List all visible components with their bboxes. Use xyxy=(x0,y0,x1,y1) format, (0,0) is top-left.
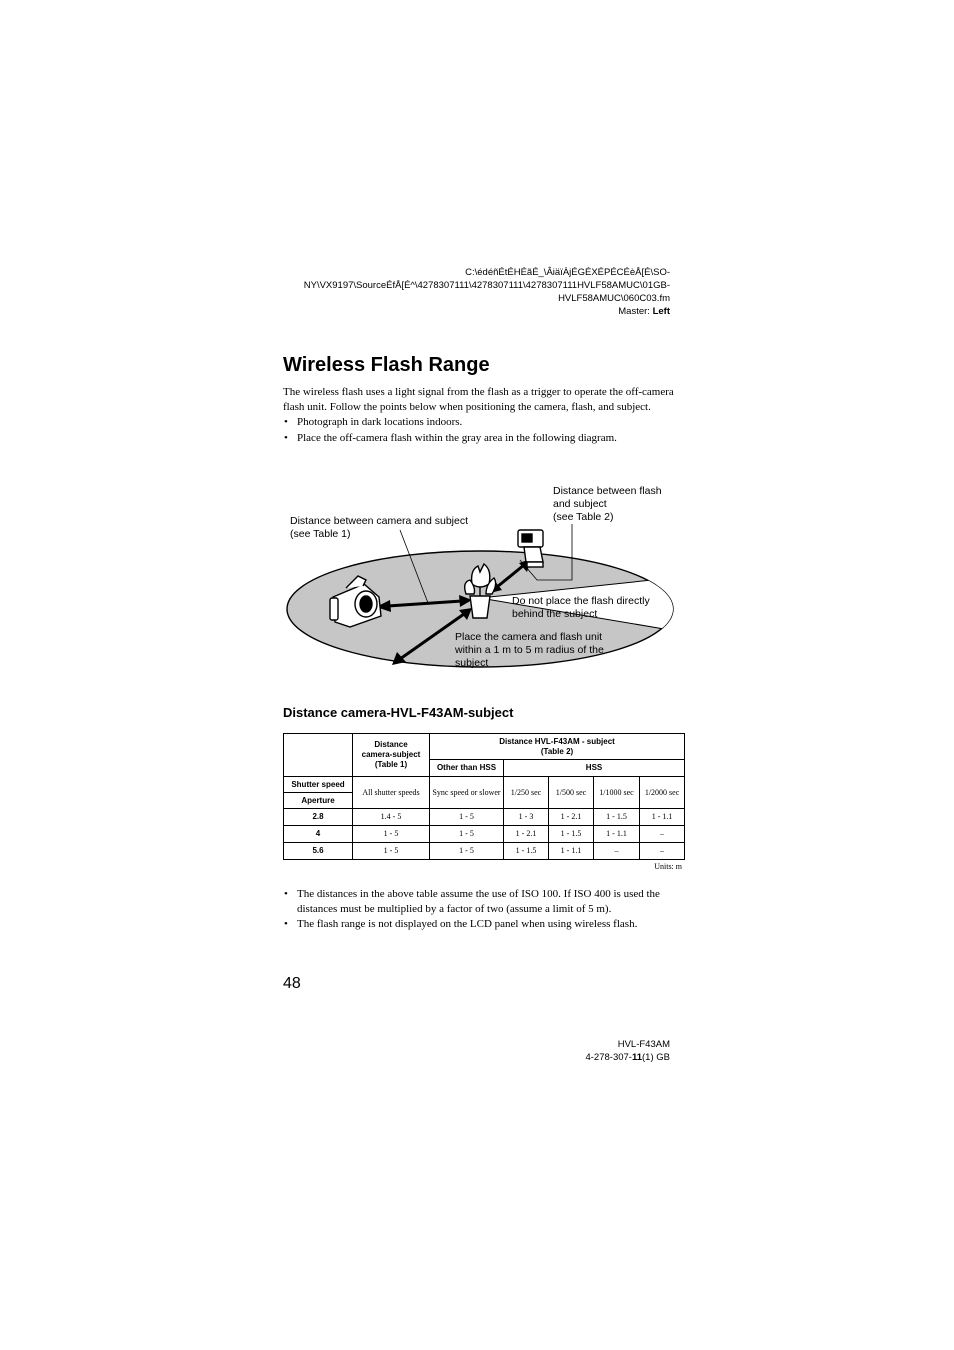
header-hss: HSS xyxy=(504,760,685,777)
table-cell: – xyxy=(640,843,685,860)
document-code xyxy=(370,1051,670,1064)
file-path-line: C:\édéñÉtÉHÉãÉ_\ÂiäïÀjÉGÉXÉPÉCÉèÅ[É\SO- xyxy=(465,267,670,278)
intro-bullet: • Photograph in dark locations indoors. xyxy=(283,415,685,430)
label-line: behind the subject xyxy=(512,608,598,620)
aperture-label: Aperture xyxy=(284,793,353,809)
table-cell: 1 - 2.1 xyxy=(549,809,594,826)
table-row xyxy=(284,843,685,860)
table-corner-cell xyxy=(284,734,353,777)
code-suffix: (1) GB xyxy=(642,1052,670,1063)
code-bold: 11 xyxy=(631,1052,643,1063)
speed-cell: 1/500 sec xyxy=(549,777,594,809)
note-bullet: • The flash range is not displayed on the LCD panel when using wireless flash. xyxy=(283,917,685,932)
speed-cell: 1/250 sec xyxy=(504,777,549,809)
aperture-value: 5.6 xyxy=(284,843,353,860)
table-row xyxy=(284,826,685,843)
intro-section xyxy=(283,385,685,446)
table-cell: 1 - 1.5 xyxy=(594,809,640,826)
page-number: 48 xyxy=(283,975,301,992)
table-header-row xyxy=(284,734,685,760)
header-line: Distance xyxy=(374,740,408,749)
notes-section xyxy=(283,887,685,932)
intro-paragraph: The wireless flash uses a light signal from the flash as a trigger to operate the off-camera flash unit. Follow the points below when positioning the camera, flash, and subject. xyxy=(283,386,674,413)
label-line: and subject xyxy=(553,498,607,510)
shutter-speed-label: Shutter speed xyxy=(284,777,353,793)
speed-cell: 1/2000 sec xyxy=(640,777,685,809)
header-line: (Table 2) xyxy=(540,746,574,756)
aperture-value: 2.8 xyxy=(284,809,353,826)
table-cell: 1 - 1.5 xyxy=(504,843,549,860)
header-other-than-hss: Other than HSS xyxy=(430,760,504,777)
speed-cell: 1/1000 sec xyxy=(594,777,640,809)
label-flash-subject xyxy=(553,485,665,523)
table-cell: – xyxy=(594,843,640,860)
intro-bullet: • Place the off-camera flash within the gray area in the following diagram. xyxy=(283,431,685,446)
table-cell: 1 - 5 xyxy=(430,809,504,826)
header-flash-subject xyxy=(430,734,685,760)
header-line: Distance HVL-F43AM - subject xyxy=(499,736,615,746)
table-cell: 1 - 5 xyxy=(430,843,504,860)
file-path-header xyxy=(250,266,670,318)
label-line: subject xyxy=(455,657,489,669)
table-cell: 1 - 1.1 xyxy=(594,826,640,843)
header-line: (Table 1) xyxy=(374,760,408,769)
table-cell: 1 - 2.1 xyxy=(504,826,549,843)
note-bullet: • The distances in the above table assume the use of ISO 100. If ISO 400 is used the distances must be multiplied by a factor of two (assume a limit of 5 m). xyxy=(283,887,685,917)
distance-table xyxy=(283,733,685,860)
label-line: (see Table 1) xyxy=(290,528,351,540)
master-value: Left xyxy=(652,306,670,317)
label-line: Do not place the flash directly xyxy=(512,595,650,607)
table-cell: 1 - 5 xyxy=(353,826,430,843)
file-path-line: HVLF58AMUC\060C03.fm xyxy=(558,293,670,304)
aperture-value: 4 xyxy=(284,826,353,843)
model-name: HVL-F43AM xyxy=(617,1039,670,1050)
wireless-range-diagram xyxy=(280,478,680,676)
footer-code xyxy=(370,1038,670,1064)
label-line: (see Table 2) xyxy=(553,511,614,523)
file-path-line: NY\VX9197\SourceÉfÅ[É^\4278307111\4278307111\4278307111HVLF58AMUC\01GB- xyxy=(303,280,670,291)
label-camera-subject xyxy=(290,515,471,540)
section-subheading: Distance camera-HVL-F43AM-subject xyxy=(283,705,514,720)
master-line xyxy=(250,305,670,318)
page-title: Wireless Flash Range xyxy=(283,354,490,376)
table-cell: – xyxy=(640,826,685,843)
header-line: camera-subject xyxy=(361,750,421,759)
speed-cell: All shutter speeds xyxy=(353,777,430,809)
speed-cell: Sync speed or slower xyxy=(430,777,504,809)
label-line: Place the camera and flash unit xyxy=(455,631,603,643)
table-cell: 1 - 3 xyxy=(504,809,549,826)
table-cell: 1 - 1.1 xyxy=(549,843,594,860)
header-camera-subject xyxy=(353,734,430,777)
table-cell: 1 - 1.1 xyxy=(640,809,685,826)
label-line: Distance between flash xyxy=(553,485,662,497)
label-line: Distance between camera and subject xyxy=(290,515,469,527)
table-units: Units: m xyxy=(654,862,682,871)
table-row xyxy=(284,809,685,826)
table-speed-row xyxy=(284,777,685,793)
table-cell: 1 - 1.5 xyxy=(549,826,594,843)
table-cell: 1.4 - 5 xyxy=(353,809,430,826)
label-line: within a 1 m to 5 m radius of the xyxy=(455,644,604,656)
table-cell: 1 - 5 xyxy=(430,826,504,843)
code-prefix: 4-278-307- xyxy=(585,1052,632,1063)
master-label: Master: xyxy=(618,306,653,317)
table-cell: 1 - 5 xyxy=(353,843,430,860)
